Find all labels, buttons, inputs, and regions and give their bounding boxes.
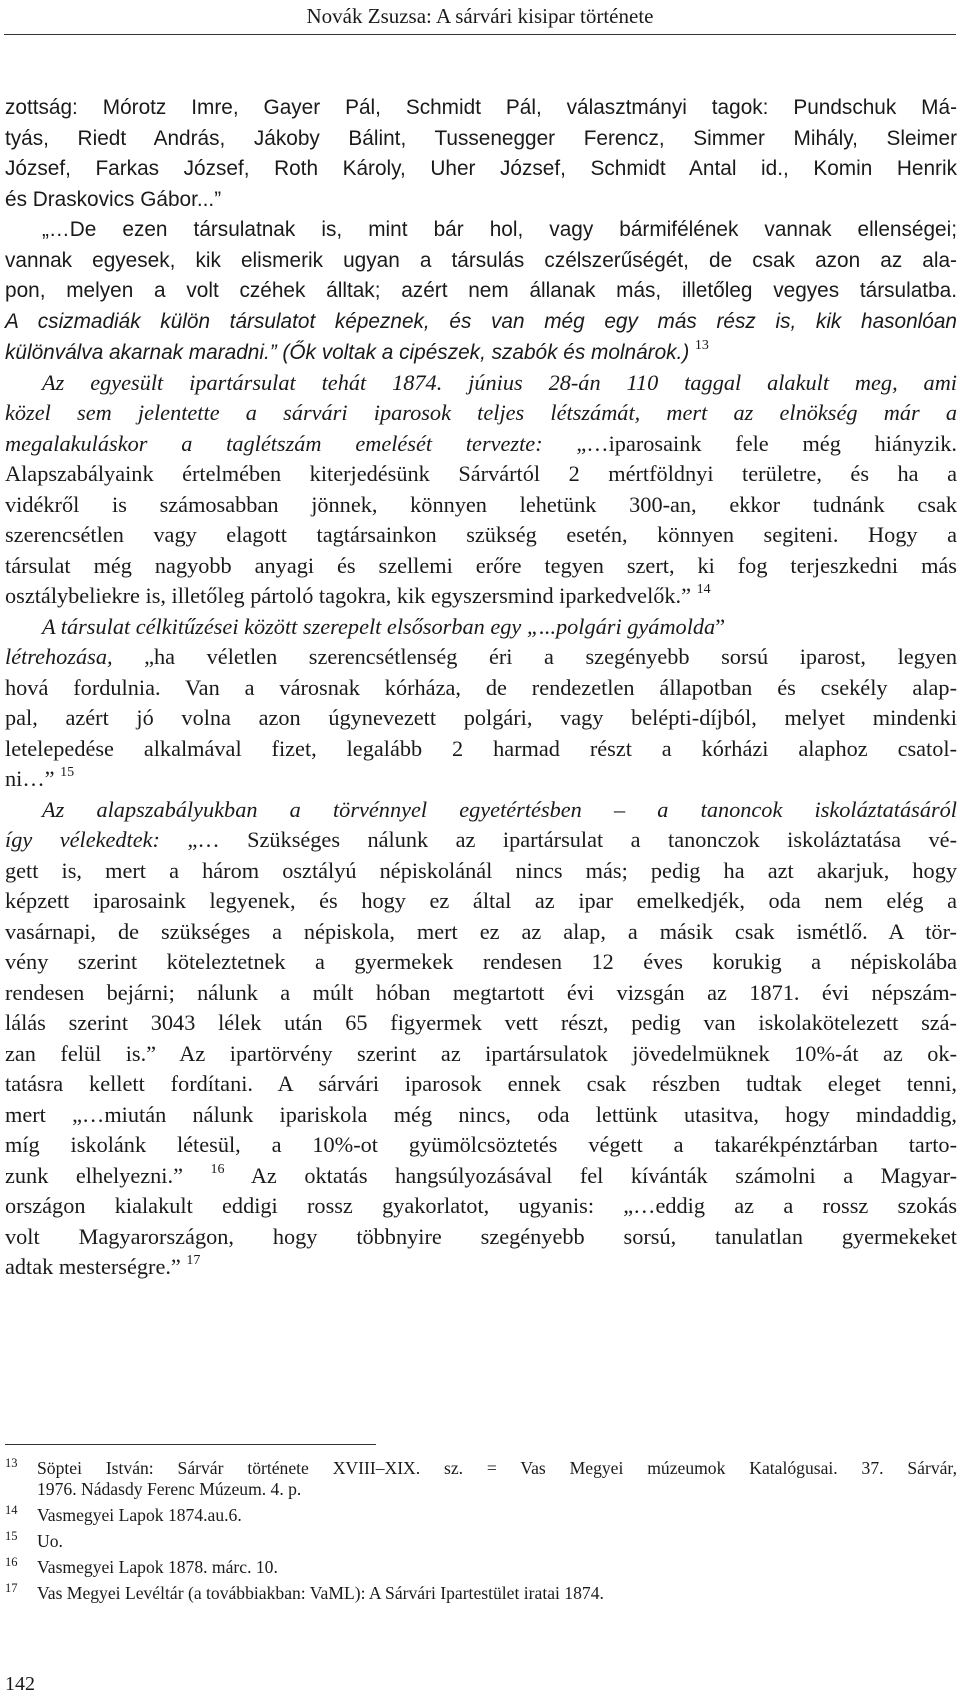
text-line: Alapszabályaink értelmében kiterjedésünk Sárvártól 2 mértföldnyi területre, és ha a bbox=[5, 461, 957, 486]
footnote-number: 15 bbox=[5, 1529, 18, 1543]
text-line: gett is, mert a három osztályú népiskolánál nincs más; pedig ha azt akarjuk, hogy bbox=[5, 857, 957, 883]
text-line: mert „…miután nálunk ipariskola még nincs, oda lettünk utasitva, hogy mindaddig, bbox=[5, 1101, 957, 1127]
text-line: vannak egyesek, kik elismerik ugyan a társulás czélszerűségét, de csak azon az ala- bbox=[5, 248, 957, 272]
text-line: pal, azért jó volna azon úgynevezett polgári, vagy belépti-díjból, melyet mindenki bbox=[5, 705, 957, 730]
header-rule bbox=[4, 34, 956, 35]
footnote-rule bbox=[5, 1444, 376, 1445]
text-line: „…De ezen társulatnak is, mint bár hol, vagy bármifélének vannak ellenségei; bbox=[42, 218, 957, 241]
text-line bbox=[5, 429, 957, 460]
text-fragment: különválva akarnak maradni.” (Ők voltak a cipészek, szabók és molnárok.) bbox=[5, 341, 690, 364]
footnote-text: Uo. bbox=[37, 1531, 63, 1551]
text-line: vény szerint köteleztetnek a gyermekek rendesen 12 éves korukig a népiskolába bbox=[5, 949, 957, 974]
footnote-text: Söptei István: Sárvár története XVIII–XIX. sz. = Vas Megyei múzeumok Katalógusai. 37. Sárvár, bbox=[37, 1458, 957, 1478]
text-line bbox=[5, 1252, 957, 1283]
footnote bbox=[5, 1583, 957, 1604]
text-line: képzett iparosaink legyenek, és hogy ez által az ipar emelkedjék, oda nem elég a bbox=[5, 888, 957, 913]
text-line: lálás szerint 3043 lélek után 65 figyermek vett részt, pedig van iskolakötelezett szá- bbox=[5, 1010, 957, 1035]
text-line bbox=[5, 581, 957, 612]
footnote-text: Vasmegyei Lapok 1874.au.6. bbox=[37, 1505, 242, 1525]
text-line bbox=[5, 337, 957, 368]
text-fragment: osztálybeliekre is, illetőleg pártoló tagokra, kik egyszersmind iparkedvelők.” bbox=[5, 583, 692, 608]
text-line: vidékről is számosabban jönnek, könnyen lehetünk 300-an, ekkor tudnánk csak bbox=[5, 491, 957, 517]
text-line: rendesen bejárni; nálunk a múlt hóban megtartott évi vizsgán az 1871. évi népszám- bbox=[5, 979, 957, 1005]
footnote-ref: 17 bbox=[186, 1253, 201, 1268]
text-fragment: ni…” bbox=[5, 766, 55, 791]
text-line: tyás, Riedt András, Jákoby Bálint, Tussenegger Ferencz, Simmer Mihály, Sleimer bbox=[5, 126, 957, 150]
text-line bbox=[5, 642, 957, 673]
page-number: 142 bbox=[5, 1673, 35, 1695]
footnote-number: 17 bbox=[5, 1581, 18, 1595]
text-fragment: létrehozása, bbox=[5, 644, 145, 669]
text-line bbox=[5, 1161, 957, 1192]
text-line bbox=[5, 764, 957, 795]
footnote-ref: 16 bbox=[210, 1161, 225, 1177]
text-line bbox=[5, 825, 957, 856]
text-line: országon kialakult eddigi rossz gyakorlatot, ugyanis: „…eddig az a rossz szokás bbox=[5, 1193, 957, 1218]
text-fragment: Az oktatás hangsúlyozásával fel kívánták számolni a Magyar- bbox=[224, 1162, 957, 1188]
text-fragment: A társulat célkitűzései között szerepelt elsősorban egy bbox=[42, 613, 527, 639]
text-line: közel sem jelentette a sárvári iparosok teljes létszámát, mert az elnökség már a bbox=[5, 400, 957, 425]
text-line: és Draskovics Gábor...” bbox=[5, 187, 222, 211]
text-fragment: zunk elhelyezni.” bbox=[5, 1162, 183, 1188]
footnote bbox=[5, 1505, 957, 1526]
text-fragment: adtak mesterségre.” bbox=[5, 1254, 181, 1279]
footnotes bbox=[5, 1458, 957, 1604]
text-fragment: ” bbox=[715, 613, 726, 639]
footnote bbox=[5, 1458, 957, 1500]
text-line: társulat még nagyobb anyagi és szellemi erőre tegyen szert, ki fog terjeszkedni más bbox=[5, 552, 957, 578]
text-line: hová fordulnia. Van a városnak kórháza, de rendezetlen állapotban és csekély alap- bbox=[5, 674, 957, 700]
text-line: szerencsétlen vagy elagott tagtársainkon szükség esetén, könnyen segiteni. Hogy a bbox=[5, 522, 957, 547]
footnote-ref: 15 bbox=[60, 765, 75, 780]
footnote bbox=[5, 1531, 957, 1552]
text-line: letelepedése alkalmával fizet, legalább 2 harmad részt a kórházi alaphoz csatol- bbox=[5, 735, 957, 761]
text-fragment: „ha véletlen szerencsétlenség éri a szegényebb sorsú iparost, legyen bbox=[144, 644, 957, 669]
text-fragment: „...polgári gyámolda bbox=[526, 613, 716, 639]
running-title: Novák Zsuzsa: A sárvári kisipar története bbox=[306, 4, 654, 28]
text-line: Az alapszabályukban a törvénnyel egyetértésben – a tanoncok iskoláztatásáról bbox=[42, 796, 957, 822]
footnote-text: Vas Megyei Levéltár (a továbbiakban: VaML): A Sárvári Ipartestület iratai 1874. bbox=[37, 1583, 604, 1603]
text-line: A csizmadiák külön társulatot képeznek, és van még egy más rész is, kik hasonlóan bbox=[5, 309, 957, 333]
text-line bbox=[5, 612, 957, 643]
footnote bbox=[5, 1557, 957, 1578]
footnote-number: 13 bbox=[5, 1456, 18, 1470]
text-fragment: így vélekedtek: bbox=[5, 827, 188, 852]
text-fragment: „… Szükséges nálunk az ipartársulat a tanonczok iskoláztatása vé- bbox=[187, 827, 957, 852]
footnote-ref: 13 bbox=[694, 338, 709, 353]
text-fragment: „…iparosaink fele még hiányzik. bbox=[576, 430, 957, 456]
footnote-text: 1976. Nádasdy Ferenc Múzeum. 4. p. bbox=[37, 1479, 302, 1499]
text-line: volt Magyarországon, hogy többnyire szegényebb sorsú, tanulatlan gyermekeket bbox=[5, 1223, 957, 1249]
text-line: pon, melyen a volt czéhek álltak; azért nem állanak más, illetőleg vegyes társulatba. bbox=[5, 279, 957, 302]
text-fragment: megalakuláskor a taglétszám emelését tervezte: bbox=[5, 430, 577, 456]
footnote-number: 14 bbox=[5, 1503, 18, 1517]
text-line: tatásra kellett fordítani. A sárvári iparosok ennek csak részben tudtak eleget tenni, bbox=[5, 1071, 957, 1096]
body-text bbox=[5, 93, 957, 1283]
text-line: míg iskolánk létesül, a 10%-ot gyümölcsöztetés végett a takarékpénztárban tarto- bbox=[5, 1132, 957, 1157]
text-line: József, Farkas József, Roth Károly, Uher József, Schmidt Antal id., Komin Henrik bbox=[5, 157, 957, 180]
text-line: Az egyesült ipartársulat tehát 1874. június 28-án 110 taggal alakult meg, ami bbox=[42, 369, 957, 395]
text-line: vasárnapi, de szükséges a népiskola, mert ez az alap, a másik csak ismétlő. A tör- bbox=[5, 918, 957, 944]
footnote-ref: 14 bbox=[696, 582, 711, 597]
footnote-number: 16 bbox=[5, 1555, 18, 1569]
text-line: zottság: Mórotz Imre, Gayer Pál, Schmidt Pál, választmányi tagok: Pundschuk Má- bbox=[5, 96, 957, 119]
text-line: zan felül is.” Az ipartörvény szerint az ipartársulatok jövedelmüknek 10%-át az ok- bbox=[5, 1040, 957, 1066]
footnote-text: Vasmegyei Lapok 1878. márc. 10. bbox=[37, 1557, 278, 1577]
